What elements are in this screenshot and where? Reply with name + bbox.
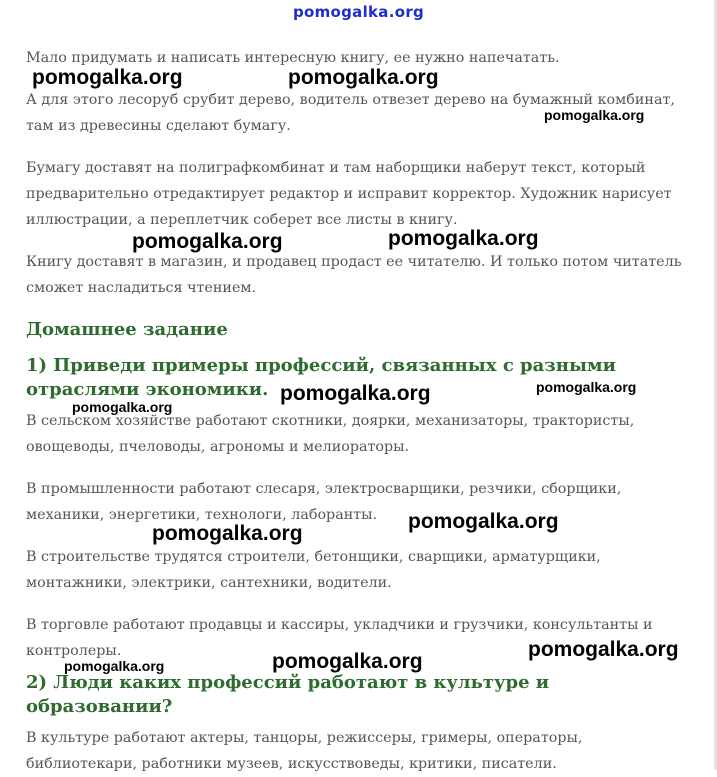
watermark-text: pomogalka.org bbox=[32, 66, 183, 89]
watermark-text: pomogalka.org bbox=[408, 510, 559, 533]
header-watermark: pomogalka.org bbox=[292, 3, 425, 21]
intro-paragraph: Мало придумать и написать интересную книгу, ее нужно напечатать. bbox=[26, 50, 560, 66]
watermark-text: pomogalka.org bbox=[152, 522, 303, 545]
intro-paragraph: Книгу доставят в магазин, и продавец продаст ее читателю. И только потом читатель сможет насладиться чтением. bbox=[26, 254, 682, 296]
watermark-text: pomogalka.org bbox=[72, 399, 173, 415]
watermark-text: pomogalka.org bbox=[536, 379, 637, 395]
watermark-text: pomogalka.org bbox=[272, 650, 423, 673]
watermark-text: pomogalka.org bbox=[132, 230, 283, 253]
watermark-text: pomogalka.org bbox=[288, 66, 439, 89]
watermark-text: pomogalka.org bbox=[544, 107, 645, 123]
question-2-heading: 2) Люди каких профессий работают в культуре и образовании? bbox=[26, 672, 550, 717]
answer-paragraph: В торговле работают продавцы и кассиры, укладчики и грузчики, консультанты и контролеры. bbox=[26, 617, 653, 659]
homework-heading: Домашнее задание bbox=[26, 319, 228, 340]
watermark-text: pomogalka.org bbox=[388, 227, 539, 250]
watermark-text: pomogalka.org bbox=[280, 382, 431, 405]
answer-paragraph: В сельском хозяйстве работают скотники, доярки, механизаторы, трактористы, овощеводы, пчеловоды, агрономы и мелиораторы. bbox=[26, 413, 635, 455]
watermark-text: pomogalka.org bbox=[64, 658, 165, 674]
answer-paragraph: В культуре работают актеры, танцоры, режиссеры, гримеры, операторы, библиотекари, работники музеев, искусствоведы, критики, писатели. bbox=[26, 730, 583, 772]
intro-paragraph: Бумагу доставят на полиграфкомбинат и там наборщики наберут текст, который предварительно отредактирует редактор и исправит корректор. Художник нарисует иллюстрации, а переплетчик соберет все листы в книгу. bbox=[26, 160, 672, 228]
answer-paragraph: В строительстве трудятся строители, бетонщики, сварщики, арматурщики, монтажники, электрики, сантехники, водители. bbox=[26, 549, 601, 591]
question-1-heading: 1) Приведи примеры профессий, связанных с разными отраслями экономики. bbox=[26, 355, 616, 400]
watermark-text: pomogalka.org bbox=[528, 638, 679, 661]
intro-paragraph: А для этого лесоруб срубит дерево, водитель отвезет дерево на бумажный комбинат, там из древесины сделают бумагу. bbox=[26, 92, 675, 134]
answer-paragraph: В промышленности работают слесаря, электросварщики, резчики, сборщики, механики, энергетики, технологи, лаборанты. bbox=[26, 481, 622, 523]
